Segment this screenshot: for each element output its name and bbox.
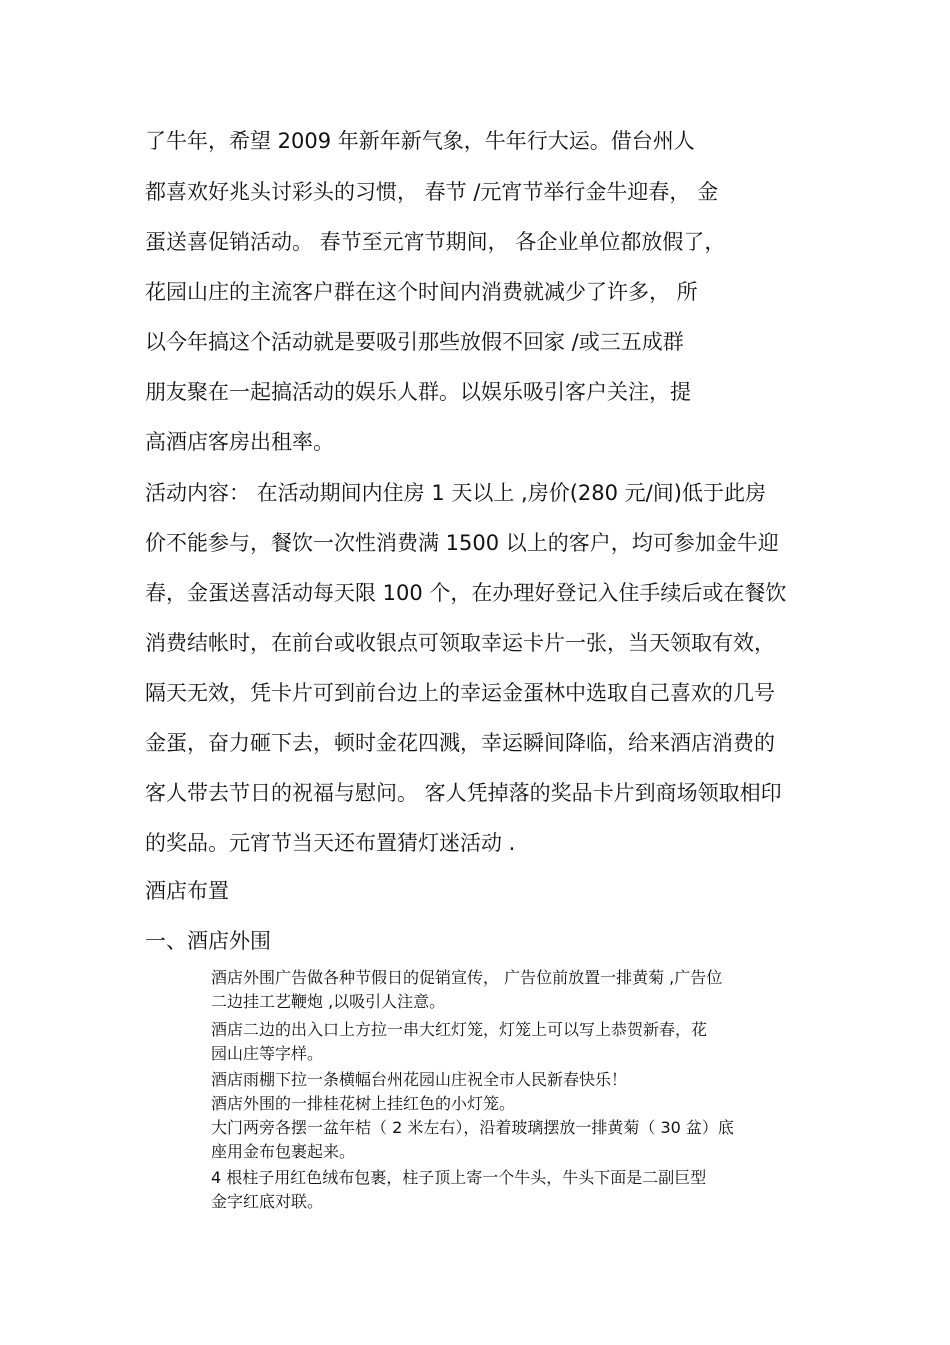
detail-line: 金字红底对联。 bbox=[211, 1192, 324, 1211]
section-heading: 酒店布置 bbox=[145, 879, 229, 903]
body-line: 客人带去节日的祝福与慰问。 客人凭掉落的奖品卡片到商场领取相印 bbox=[145, 781, 782, 805]
detail-line: 大门两旁各摆一盆年桔（ 2 米左右），沿着玻璃摆放一排黄菊（ 30 盆）底 bbox=[211, 1118, 734, 1137]
detail-line: 酒店外围广告做各种节假日的促销宣传， 广告位前放置一排黄菊 ,广告位 bbox=[211, 968, 723, 987]
detail-line: 座用金布包裹起来。 bbox=[211, 1142, 356, 1161]
body-line: 价不能参与，餐饮一次性消费满 1500 以上的客户，均可参加金牛迎 bbox=[145, 531, 779, 555]
body-line: 花园山庄的主流客户群在这个时间内消费就减少了许多， 所 bbox=[145, 280, 698, 304]
detail-line: 二边挂工艺鞭炮 ,以吸引人注意。 bbox=[211, 992, 446, 1011]
subsection-heading: 一、酒店外围 bbox=[145, 929, 271, 953]
body-line: 都喜欢好兆头讨彩头的习惯， 春节 /元宵节举行金牛迎春， 金 bbox=[145, 180, 719, 204]
body-line: 朋友聚在一起搞活动的娱乐人群。以娱乐吸引客户关注，提 bbox=[145, 380, 691, 404]
body-line: 春，金蛋送喜活动每天限 100 个，在办理好登记入住手续后或在餐饮 bbox=[145, 581, 787, 605]
detail-line: 酒店雨棚下拉一条横幅台州花园山庄祝全市人民新春快乐！ bbox=[211, 1070, 628, 1089]
body-line: 消费结帐时，在前台或收银点可领取幸运卡片一张，当天领取有效， bbox=[145, 631, 775, 655]
body-line: 了牛年，希望 2009 年新年新气象，牛年行大运。借台州人 bbox=[145, 129, 695, 153]
body-line: 的奖品。元宵节当天还布置猜灯迷活动 . bbox=[145, 831, 516, 855]
body-line: 活动内容： 在活动期间内住房 1 天以上 ,房价(280 元/间)低于此房 bbox=[145, 481, 766, 505]
body-line: 隔天无效，凭卡片可到前台边上的幸运金蛋林中选取自己喜欢的几号 bbox=[145, 681, 775, 705]
detail-line: 4 根柱子用红色绒布包裹，柱子顶上寄一个牛头，牛头下面是二副巨型 bbox=[211, 1168, 707, 1187]
detail-line: 酒店二边的出入口上方拉一串大红灯笼，灯笼上可以写上恭贺新春，花 bbox=[211, 1020, 708, 1039]
body-line: 蛋送喜促销活动。 春节至元宵节期间， 各企业单位都放假了， bbox=[145, 230, 726, 254]
detail-line: 园山庄等字样。 bbox=[211, 1044, 324, 1063]
body-line: 高酒店客房出租率。 bbox=[145, 430, 334, 454]
body-line: 以今年搞这个活动就是要吸引那些放假不回家 /或三五成群 bbox=[145, 330, 684, 354]
detail-line: 酒店外围的一排桂花树上挂红色的小灯笼。 bbox=[211, 1094, 516, 1113]
body-line: 金蛋，奋力砸下去，顿时金花四溅，幸运瞬间降临，给来酒店消费的 bbox=[145, 731, 775, 755]
